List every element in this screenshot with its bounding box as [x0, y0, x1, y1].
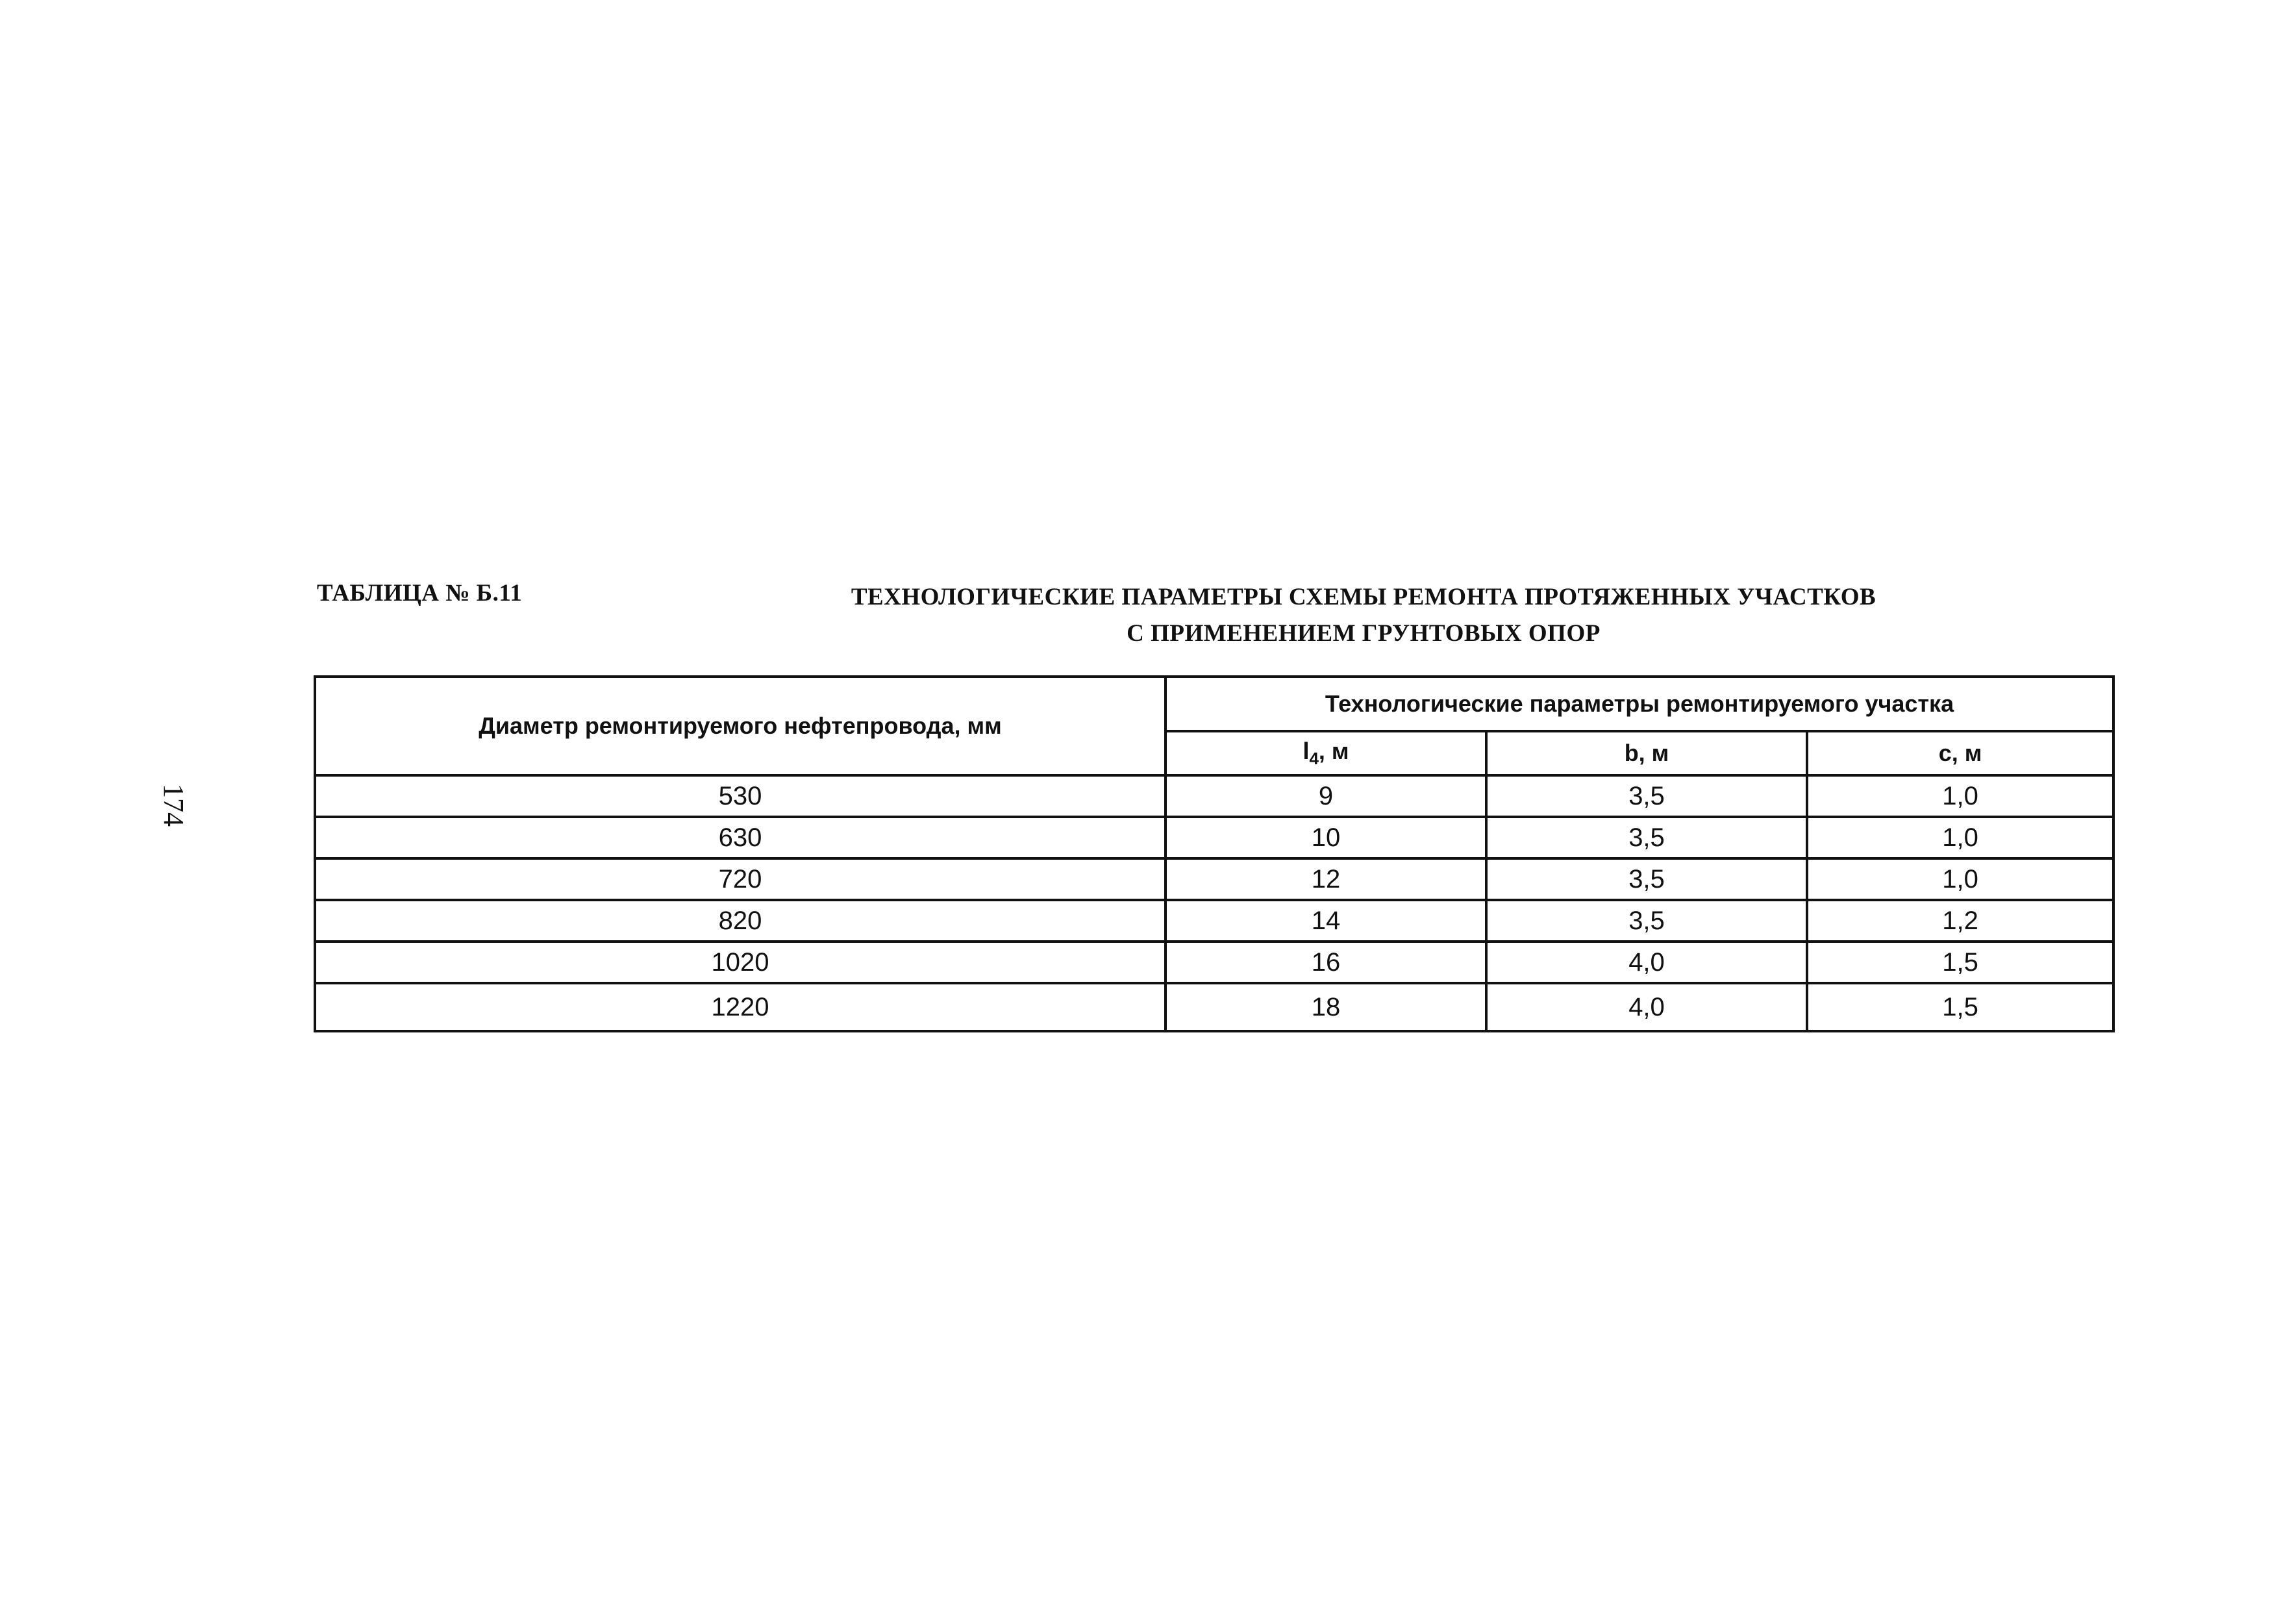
- table-row: [315, 983, 2113, 1031]
- cell-l4: 10: [1165, 817, 1486, 858]
- table-label: ТАБЛИЦА № Б.11: [317, 580, 523, 606]
- page-number: 174: [158, 784, 190, 827]
- cell-b: 3,5: [1486, 900, 1807, 942]
- cell-c: 1,0: [1807, 817, 2113, 858]
- header-diameter: Диаметр ремонтируемого нефтепровода, мм: [315, 677, 1165, 775]
- cell-c: 1,2: [1807, 900, 2113, 942]
- header-parameters-group: Технологические параметры ремонтируемого участка: [1165, 677, 2113, 731]
- cell-diameter: 1020: [315, 942, 1165, 983]
- table-row: [315, 858, 2113, 900]
- cell-l4: 9: [1165, 775, 1486, 817]
- table-title-line-1: ТЕХНОЛОГИЧЕСКИЕ ПАРАМЕТРЫ СХЕМЫ РЕМОНТА ПРОТЯЖЕННЫХ УЧАСТКОВ: [851, 584, 1876, 610]
- cell-c: 1,0: [1807, 858, 2113, 900]
- cell-l4: 14: [1165, 900, 1486, 942]
- cell-b: 3,5: [1486, 858, 1807, 900]
- table-row: [315, 942, 2113, 983]
- cell-c: 1,5: [1807, 942, 2113, 983]
- table-row: [315, 775, 2113, 817]
- cell-l4: 18: [1165, 983, 1486, 1031]
- header-c: c, м: [1807, 731, 2113, 775]
- cell-diameter: 630: [315, 817, 1165, 858]
- header-l4-subscript: 4: [1309, 749, 1319, 768]
- table-title-line-2: С ПРИМЕНЕНИЕМ ГРУНТОВЫХ ОПОР: [1127, 620, 1601, 647]
- cell-diameter: 720: [315, 858, 1165, 900]
- cell-b: 4,0: [1486, 942, 1807, 983]
- header-b: b, м: [1486, 731, 1807, 775]
- cell-l4: 16: [1165, 942, 1486, 983]
- cell-c: 1,5: [1807, 983, 2113, 1031]
- header-l4-unit: , м: [1318, 738, 1349, 764]
- parameters-table: [314, 675, 2115, 1032]
- cell-l4: 12: [1165, 858, 1486, 900]
- cell-b: 3,5: [1486, 817, 1807, 858]
- cell-diameter: 820: [315, 900, 1165, 942]
- cell-c: 1,0: [1807, 775, 2113, 817]
- table-title: [792, 579, 1935, 652]
- cell-b: 3,5: [1486, 775, 1807, 817]
- header-l4: [1165, 731, 1486, 775]
- cell-diameter: 1220: [315, 983, 1165, 1031]
- table-row: [315, 817, 2113, 858]
- cell-b: 4,0: [1486, 983, 1807, 1031]
- table-row: [315, 900, 2113, 942]
- cell-diameter: 530: [315, 775, 1165, 817]
- header-l4-symbol: l: [1303, 738, 1310, 764]
